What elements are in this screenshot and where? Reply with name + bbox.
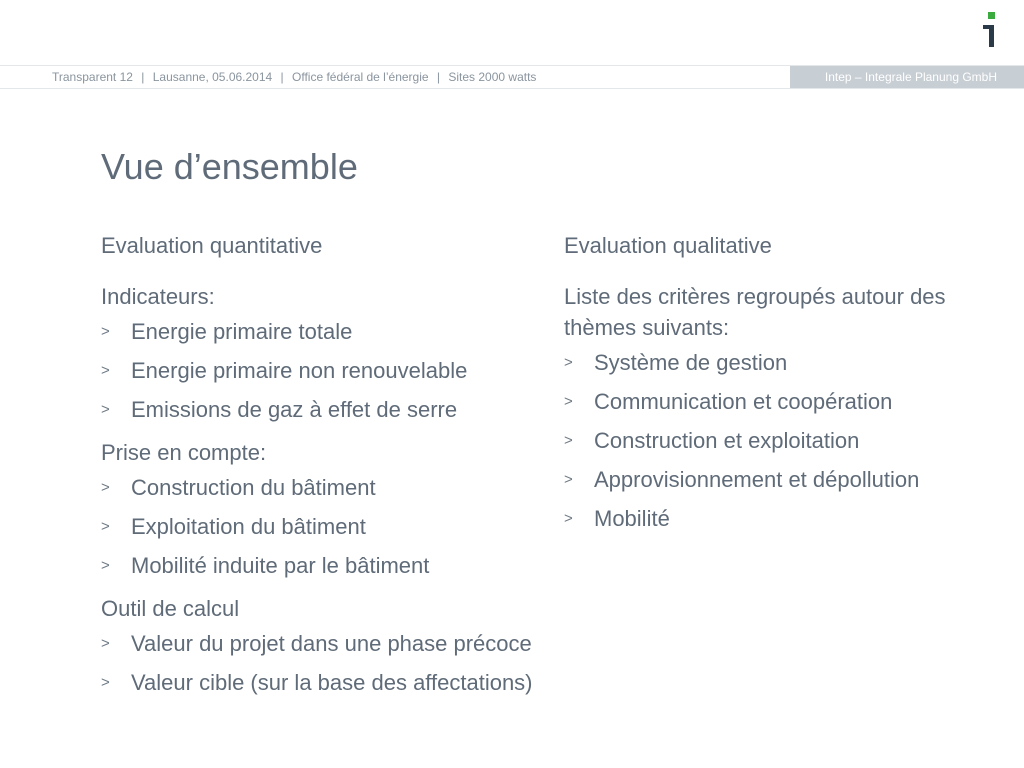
tool-label: Outil de calcul <box>101 596 240 621</box>
separator: | <box>280 70 284 84</box>
bullet-arrow-icon: > <box>564 393 573 410</box>
list-item-text: Système de gestion <box>594 350 788 375</box>
consideration-label: Prise en compte: <box>101 440 267 465</box>
list-item <box>101 468 551 507</box>
bullet-arrow-icon: > <box>101 518 110 535</box>
column-quantitative <box>101 232 551 702</box>
list-item <box>101 351 551 390</box>
list-item <box>101 663 551 702</box>
page-title: Vue d’ensemble <box>101 146 358 187</box>
bullet-arrow-icon: > <box>564 510 573 527</box>
list-item-text: Mobilité induite par le bâtiment <box>131 553 430 578</box>
topic: Sites 2000 watts <box>448 70 537 84</box>
list-item <box>564 343 1004 382</box>
consideration-list <box>101 468 551 585</box>
bullet-arrow-icon: > <box>101 557 110 574</box>
slide-label: Transparent 12 <box>52 70 133 84</box>
list-item <box>564 421 1004 460</box>
indicators-label: Indicateurs: <box>101 284 215 309</box>
indicators-list <box>101 312 551 429</box>
section-heading: Evaluation qualitative <box>564 233 772 258</box>
themes-list <box>564 343 1004 538</box>
company-name: Intep – Integrale Planung GmbH <box>790 66 1024 88</box>
bullet-arrow-icon: > <box>101 401 110 418</box>
list-item <box>101 312 551 351</box>
list-item-text: Valeur cible (sur la base des affectations) <box>131 670 533 695</box>
separator: | <box>141 70 145 84</box>
list-item-text: Approvisionnement et dépollution <box>594 467 920 492</box>
logo-dot <box>988 12 995 19</box>
bullet-arrow-icon: > <box>101 323 110 340</box>
tool-list <box>101 624 551 702</box>
bullet-arrow-icon: > <box>101 635 110 652</box>
bullet-arrow-icon: > <box>564 354 573 371</box>
list-item-text: Exploitation du bâtiment <box>131 514 366 539</box>
spacer <box>101 585 551 593</box>
bullet-arrow-icon: > <box>101 362 110 379</box>
list-item-text: Construction du bâtiment <box>131 475 376 500</box>
list-item-text: Energie primaire non renouvelable <box>131 358 468 383</box>
spacer <box>101 429 551 437</box>
list-item-text: Energie primaire totale <box>131 319 353 344</box>
spacer <box>564 260 1004 281</box>
list-item <box>101 546 551 585</box>
list-item-text: Communication et coopération <box>594 389 893 414</box>
list-item-text: Construction et exploitation <box>594 428 860 453</box>
header-bar <box>0 65 1024 89</box>
bullet-arrow-icon: > <box>564 471 573 488</box>
list-item <box>564 460 1004 499</box>
section-heading: Evaluation quantitative <box>101 233 323 258</box>
intep-logo-icon <box>983 12 997 48</box>
list-item <box>564 499 1004 538</box>
list-item-text: Mobilité <box>594 506 670 531</box>
header-info <box>52 70 536 84</box>
logo-stem <box>989 25 994 47</box>
bullet-arrow-icon: > <box>101 479 110 496</box>
list-item <box>101 624 551 663</box>
list-item <box>101 507 551 546</box>
bullet-arrow-icon: > <box>101 674 110 691</box>
bullet-arrow-icon: > <box>564 432 573 449</box>
list-item <box>564 382 1004 421</box>
spacer <box>101 260 551 281</box>
office: Office fédéral de l’énergie <box>292 70 429 84</box>
place-date: Lausanne, 05.06.2014 <box>152 70 273 84</box>
themes-intro: Liste des critères regroupés autour des thèmes suivants: <box>564 284 946 340</box>
separator: | <box>436 70 441 84</box>
list-item-text: Valeur du projet dans une phase précoce <box>131 631 532 656</box>
list-item <box>101 390 551 429</box>
column-qualitative <box>564 232 1004 538</box>
list-item-text: Emissions de gaz à effet de serre <box>131 397 458 422</box>
